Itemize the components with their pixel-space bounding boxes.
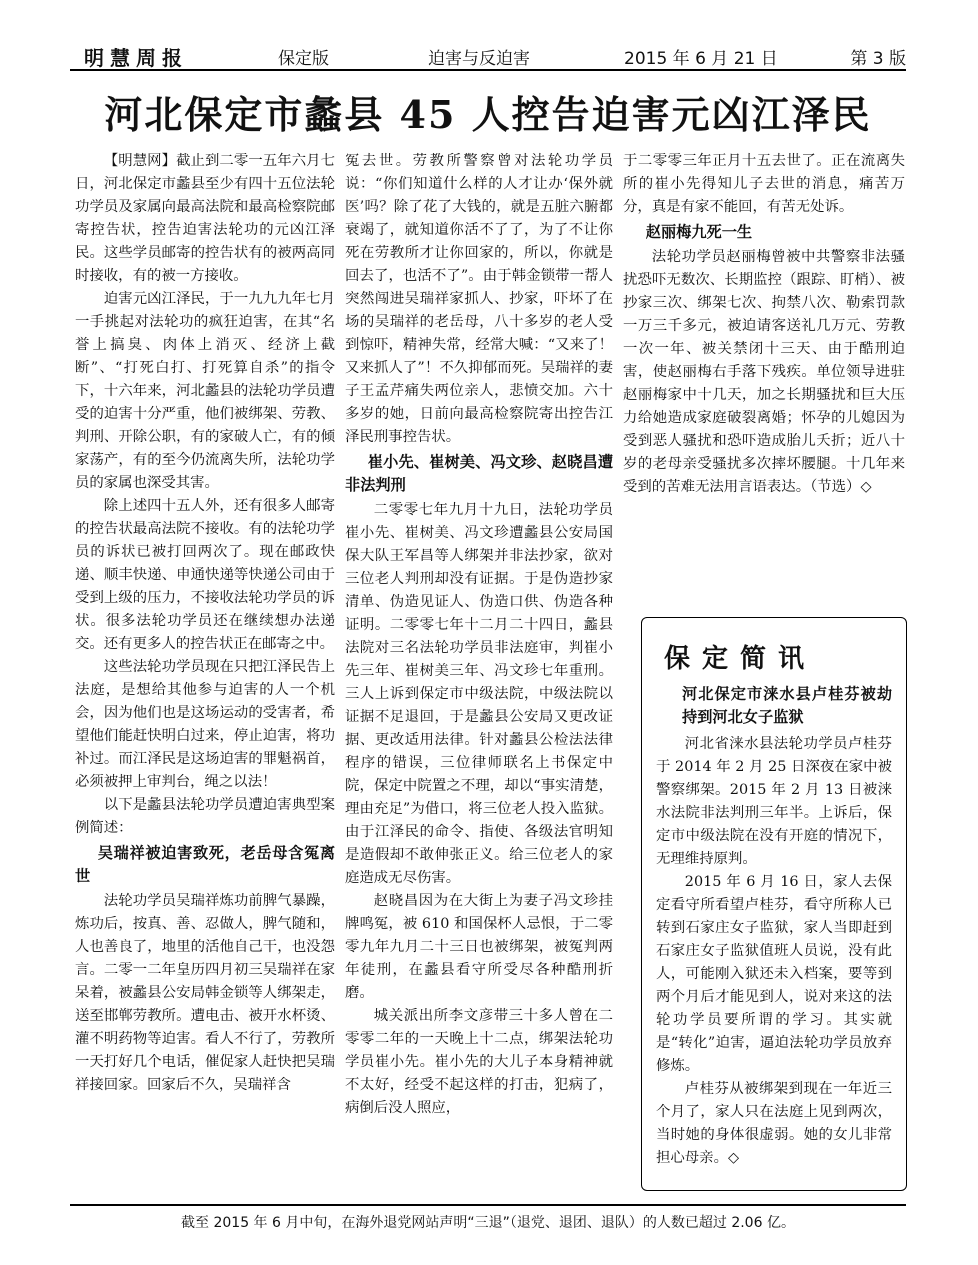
section-label: 迫害与反迫害 [428, 49, 530, 69]
subheading: 赵丽梅九死一生 [645, 223, 753, 241]
brief-title: 保定简讯 [664, 644, 817, 674]
brief-body [642, 683, 906, 1170]
page-number: 第 3 版 [850, 49, 906, 69]
news-brief-box [641, 617, 907, 1191]
page-header [84, 40, 906, 70]
paragraph: 冤去世。劳教所警察曾对法轮功学员说：“你们知道什么样的人才让办‘保外就医’吗？除了花了大钱的，就是五脏六腑都衰竭了，就知道你活不了了，为了不让你死在劳教所才让你回家的，所以，你就是回去了，也活不了”。由于韩金锁带一帮人突然闯进吴瑞祥家抓人、抄家，吓坏了在场的吴瑞祥的老岳母，八十多岁的老人受到惊吓，精神失常，经常大喊：“又来了！又来抓人了”！不久抑郁而死。吴瑞祥的妻子王孟芹痛失两位亲人，悲愤交加。六十多岁的她，日前向最高检察院寄出控告江泽民刑事控告状。 [345, 153, 613, 445]
paragraph: 2015 年 6 月 16 日，家人去保定看守所看望卢桂芬，看守所称人已转到石家庄女子监狱，家人当即赶到石家庄女子监狱值班人员说，没有此人，可能刚入狱还未入档案，要等到两个月后才能见到人，说对来这的法轮功学员要所谓的学习。其实就是“转化”迫害，逼迫法轮功学员放弃修炼。 [656, 874, 892, 1074]
paragraph: 法轮功学员吴瑞祥炼功前脾气暴躁，炼功后，按真、善、忍做人，脾气随和，人也善良了，地里的活他自己干，也没怨言。二零一二年皇历四月初三吴瑞祥在家呆着，被蠡县公安局韩金锁等人绑架走，送至邯郸劳教所。遭电击、被开水杯烫、灌不明药物等迫害。看人不行了，劳教所一天打好几个电话，催促家人赶快把吴瑞祥接回家。回家后不久，吴瑞祥含 [75, 893, 335, 1093]
header-rule [70, 69, 906, 71]
paragraph: 以下是蠡县法轮功学员遭迫害典型案例简述： [75, 797, 335, 836]
newspaper-name: 明慧周报 [84, 46, 188, 70]
issue-date: 2015 年 6 月 21 日 [624, 49, 778, 69]
paragraph: 法轮功学员赵丽梅曾被中共警察非法骚扰恐吓无数次、长期监控（跟踪、盯梢）、被抄家三次、绑架七次、拘禁八次、勒索罚款一万三千多元，被迫请客送礼几万元、劳教一次一年、被关禁闭十三天、由于酷刑迫害，使赵丽梅右手落下残疾。单位领导进驻赵丽梅家中十几天，加之长期骚扰和巨大压力给她造成家庭破裂离婚；怀孕的儿媳因为受到恶人骚扰和恐吓造成胎儿夭折；近八十岁的老母亲受骚扰多次摔坏腰腿。十几年来受到的苦难无法用言语表达。（节选）◇ [623, 249, 905, 495]
paragraph: 河北省涞水县法轮功学员卢桂芬于 2014 年 2 月 25 日深夜在家中被警察绑架。2015 年 2 月 13 日被涞水法院非法判刑三年半。上诉后，保定市中级法院在没有开庭的情况下，无理维持原判。 [656, 736, 892, 867]
brief-headline: 河北保定市涞水县卢桂芬被劫持到河北女子监狱 [682, 685, 892, 726]
paragraph: 这些法轮功学员现在只把江泽民告上法庭，是想给其他参与迫害的人一个机会，因为他们也是这场运动的受害者，希望他们能赶快明白过来，停止迫害，将功补过。而江泽民是这场迫害的罪魁祸首，必须被押上审判台，绳之以法！ [75, 659, 335, 790]
article-column-3 [623, 150, 905, 499]
page-footer: 截至 2015 年 6 月中旬，在海外退党网站声明“三退”（退党、退团、退队）的人数已超过 2.06 亿。 [181, 1215, 795, 1231]
paragraph: 于二零零三年正月十五去世了。正在流离失所的崔小先得知儿子去世的消息，痛苦万分，真是有家不能回，有苦无处诉。 [623, 153, 905, 215]
article-headline: 河北保定市蠡县 45 人控告迫害元凶江泽民 [104, 92, 872, 137]
edition-label: 保定版 [278, 49, 329, 69]
subheading: 崔小先、崔树美、冯文珍、赵晓昌遭非法判刑 [345, 453, 613, 494]
subheading: 吴瑞祥被迫害致死，老岳母含冤离世 [75, 844, 335, 885]
article-column-2 [345, 150, 613, 1120]
article-column-1 [75, 150, 335, 1097]
paragraph: 卢桂芬从被绑架到现在一年近三个月了，家人只在法庭上见到两次，当时她的身体很虚弱。她的女儿非常担心母亲。◇ [656, 1081, 892, 1166]
paragraph: 赵晓昌因为在大街上为妻子冯文珍挂牌鸣冤，被 610 和国保杯人忌恨，于二零零九年九月二十三日也被绑架，被冤判两年徒刑，在蠡县看守所受尽各种酷刑折磨。 [345, 893, 613, 1001]
paragraph: 迫害元凶江泽民，于一九九九年七月一手挑起对法轮功的疯狂迫害，在其“名誉上搞臭、肉体上消灭、经济上截断”、“打死白打、打死算自杀”的指令下，十六年来，河北蠡县的法轮功学员遭受的迫害十分严重，他们被绑架、劳教、判刑、开除公职，有的家破人亡，有的倾家荡产，有的至今仍流离失所，法轮功学员的家属也深受其害。 [75, 291, 335, 491]
paragraph: 除上述四十五人外，还有很多人邮寄的控告状最高法院不接收。有的法轮功学员的诉状已被打回两次了。现在邮政快递、顺丰快递、申通快递等快递公司由于受到上级的压力，不接收法轮功学员的诉状。很多法轮功学员还在继续想办法递交。还有更多人的控告状正在邮寄之中。 [75, 498, 335, 652]
paragraph: 二零零七年九月十九日，法轮功学员崔小先、崔树美、冯文珍遭蠡县公安局国保大队王军昌等人绑架并非法抄家，欲对三位老人判刑却没有证据。于是伪造抄家清单、伪造见证人、伪造口供、伪造各种证明。二零零七年十二月二十四日，蠡县法院对三名法轮功学员非法庭审，判崔小先三年、崔树美三年、冯文珍七年重刑。三人上诉到保定市中级法院，中级法院以证据不足退回，于是蠡县公安局又更改证据、更改适用法律。针对蠡县公检法法律程序的错误，三位律师联名上书保定中院，保定中院置之不理，却以“事实清楚，理由充足”为借口，将三位老人投入监狱。由于江泽民的命令、指使、各级法官明知是造假却不敢伸张正义。给三位老人的家庭造成无尽伤害。 [345, 502, 613, 886]
paragraph: 城关派出所李文彦带三十多人曾在二零零二年的一天晚上十二点，绑架法轮功学员崔小先。崔小先的大儿子本身精神就不太好，经受不起这样的打击，犯病了，病倒后没人照应， [345, 1008, 613, 1116]
footer-rule [70, 1204, 906, 1206]
paragraph: 【明慧网】截止到二零一五年六月七日，河北保定市蠡县至少有四十五位法轮功学员及家属向最高法院和最高检察院邮寄控告状，控告迫害法轮功的元凶江泽民。这些学员邮寄的控告状有的被两高同时接收，有的被一方接收。 [75, 153, 335, 284]
